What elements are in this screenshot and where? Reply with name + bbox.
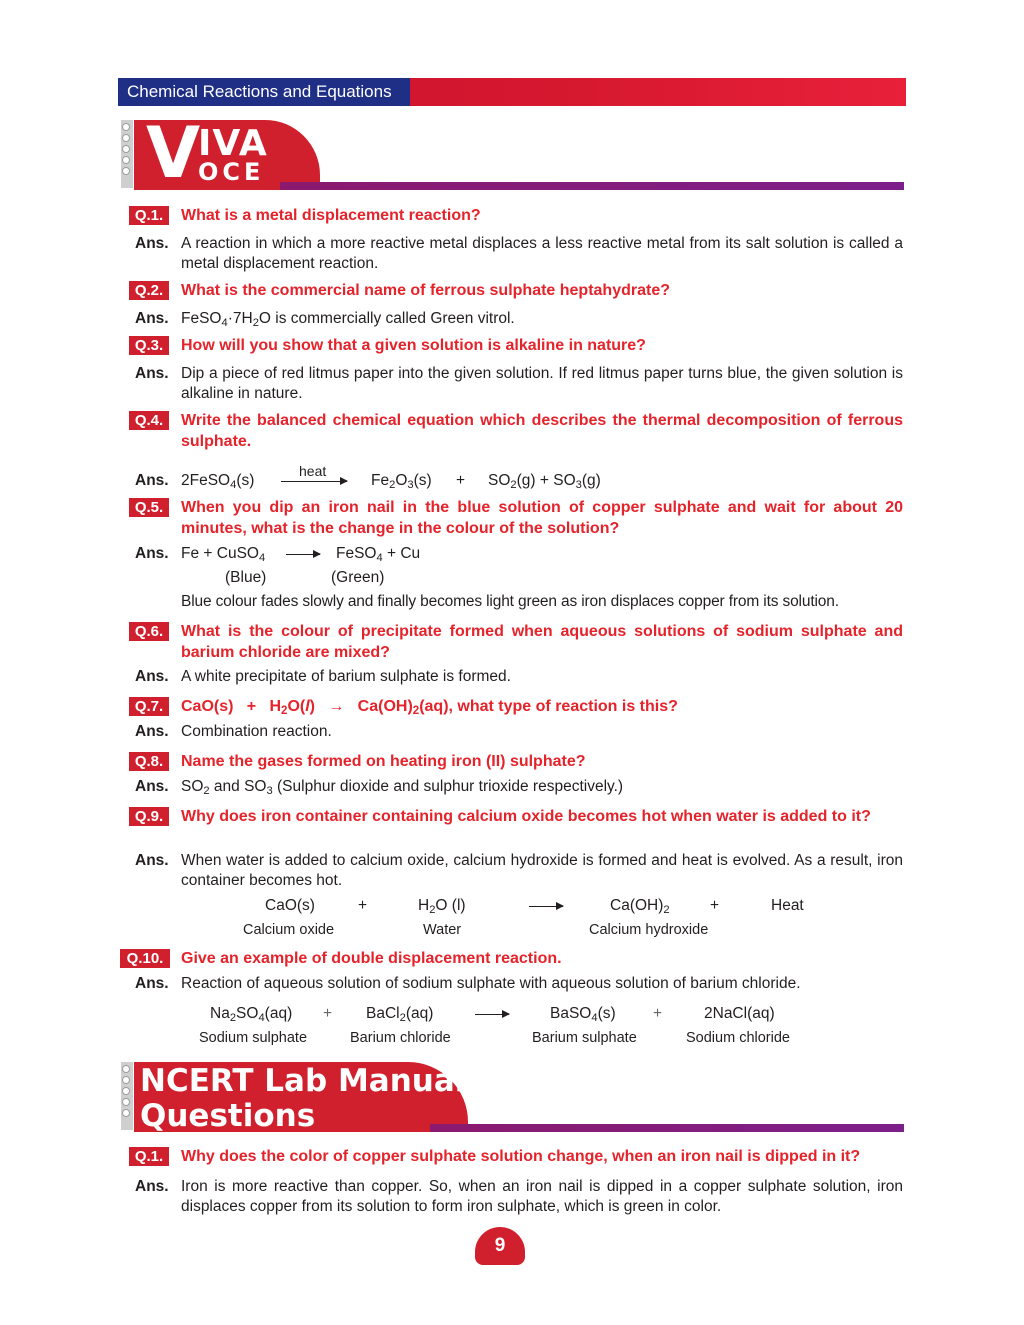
q5-arrow (286, 554, 320, 555)
q9-plus-2: + (710, 897, 720, 914)
q7-answer: Combination reaction. (181, 723, 332, 740)
q3-label: Q.3. (129, 336, 169, 355)
q5-caption-green: (Green) (331, 569, 385, 586)
q1-label: Q.1. (129, 206, 169, 225)
q4-ans-label: Ans. (135, 472, 169, 489)
q1-question: What is a metal displacement reaction? (181, 207, 481, 224)
q6-answer: A white precipitate of barium sulphate is formed. (181, 668, 511, 685)
q9-product: $Ca(OH)_2$ (610, 897, 670, 916)
q4-label: Q.4. (129, 411, 169, 430)
ncert-q1-label: Q.1. (129, 1147, 169, 1166)
q10-ans-label: Ans. (135, 975, 169, 992)
binder-rings (121, 120, 133, 188)
q10-caption-1: Sodium sulphate (199, 1030, 308, 1046)
q4-product-1: $Fe_2O_3(s)$ (371, 472, 432, 491)
q6-question: What is the colour of precipitate formed when aqueous solutions of sodium sulphate and barium chloride are mixed? (181, 623, 903, 661)
q10-answer: Reaction of aqueous solution of sodium sulphate with aqueous solution of barium chloride. (181, 975, 801, 992)
q3-answer: Dip a piece of red litmus paper into the given solution. If red litmus paper turns blue, the given solution is alkaline in nature. (181, 365, 903, 402)
q9-heat: Heat (771, 897, 804, 914)
q7-ans-label: Ans. (135, 723, 169, 740)
q9-ans-label: Ans. (135, 852, 169, 869)
q8-answer: $SO_2$ and $SO_3$ (Sulphur dioxide and sulphur trioxide respectively.) (181, 778, 624, 797)
voce-word: OCE (198, 158, 265, 186)
ncert-title-line-2: Questions (140, 1098, 316, 1134)
q7-label: Q.7. (129, 697, 169, 716)
q9-water: $H_2O$ (l) (418, 897, 466, 916)
q9-caption-water: Water (423, 922, 462, 938)
q10-label: Q.10. (120, 949, 170, 968)
q5-products: FeSO$_4$ + Cu (336, 545, 421, 564)
q9-question: Why does iron container containing calcium oxide becomes hot when water is added to it? (181, 808, 871, 825)
ncert-q1-answer: Iron is more reactive than copper. So, when an iron nail is dipped in a copper sulphate solution, iron displaces copper from its solution to form iron sulphate, which is green in color. (181, 1178, 903, 1215)
q10-baso4: BaSO$_4$(s) (550, 1005, 616, 1024)
q5-answer: Blue colour fades slowly and finally becomes light green as iron displaces copper from its solution. (181, 593, 839, 610)
q2-question: What is the commercial name of ferrous sulphate heptahydrate? (181, 282, 670, 299)
q4-plus: + (456, 472, 466, 489)
q5-caption-blue: (Blue) (225, 569, 267, 586)
q5-label: Q.5. (129, 498, 169, 517)
binder-rings-2 (121, 1062, 133, 1130)
viva-letter-v: V (146, 112, 201, 194)
q8-ans-label: Ans. (135, 778, 169, 795)
q10-plus-2: + (653, 1005, 663, 1022)
banner-rule (280, 182, 904, 190)
q4-heat-label: heat (299, 463, 327, 479)
q2-label: Q.2. (129, 281, 169, 300)
q3-question: How will you show that a given solution is alkaline in nature? (181, 337, 646, 354)
q10-bacl2: BaCl$_2$(aq) (366, 1005, 434, 1024)
q8-question: Name the gases formed on heating iron (II) sulphate? (181, 753, 586, 770)
chapter-header-bar (118, 78, 906, 106)
q7-question: $CaO(s) + H_2O(l) \to Ca(OH)_2(aq)$, what type of reaction is this? (181, 698, 678, 717)
q10-question: Give an example of double displacement reaction. (181, 950, 562, 967)
q9-caption-caoh2: Calcium hydroxide (589, 922, 709, 938)
q4-arrow (281, 481, 347, 482)
q10-plus-1: + (323, 1005, 333, 1022)
q9-caption-cao: Calcium oxide (243, 922, 335, 938)
q10-na2so4: $Na_2SO_4(aq)$ (210, 1005, 293, 1024)
q10-caption-4: Sodium chloride (686, 1030, 790, 1046)
q9-arrow (529, 906, 563, 907)
q9-plus-1: + (358, 897, 368, 914)
viva-word: IVA (198, 123, 268, 164)
q6-label: Q.6. (129, 622, 169, 641)
q1-answer: A reaction in which a more reactive metal displaces a less reactive metal from its salt solution is called a metal displacement reaction. (181, 235, 903, 272)
q9-answer: When water is added to calcium oxide, calcium hydroxide is formed and heat is evolved. As a result, iron container becomes hot. (181, 852, 903, 889)
ncert-title (140, 1064, 465, 1134)
ncert-q1-question: Why does the color of copper sulphate solution change, when an iron nail is dipped in it? (181, 1148, 861, 1165)
ncert-banner-rule (430, 1124, 904, 1132)
q2-ans-label: Ans. (135, 310, 169, 327)
ncert-title-line-1: NCERT Lab Manual (140, 1063, 466, 1099)
q9-cao: CaO(s) (265, 897, 315, 914)
q10-caption-3: Barium sulphate (532, 1030, 637, 1046)
q4-product-2: $SO_2(g) + SO_3(g)$ (488, 472, 601, 491)
q4-question: Write the balanced chemical equation which describes the thermal decomposition of ferrous sulphate. (181, 412, 903, 450)
q10-nacl: 2NaCl(aq) (704, 1005, 775, 1022)
q1-ans-label: Ans. (135, 235, 169, 252)
q9-label: Q.9. (129, 807, 169, 826)
q8-label: Q.8. (129, 752, 169, 771)
q5-ans-label: Ans. (135, 545, 169, 562)
q10-caption-2: Barium chloride (350, 1030, 451, 1046)
q5-reactants: Fe + CuSO$_4$ (181, 545, 266, 564)
q10-arrow (475, 1014, 509, 1015)
chapter-title: Chemical Reactions and Equations (118, 78, 410, 106)
q6-ans-label: Ans. (135, 668, 169, 685)
q2-answer: $FeSO_4\cdot 7H_2O$ is commercially called Green vitrol. (181, 310, 515, 329)
page-number: 9 (475, 1227, 525, 1265)
q4-reactant: 2FeSO$_4$(s) (181, 472, 255, 491)
q3-ans-label: Ans. (135, 365, 169, 382)
q5-question: When you dip an iron nail in the blue solution of copper sulphate and wait for about 20 minutes, what is the change in the colour of the solution? (181, 499, 903, 537)
ncert-q1-ans-label: Ans. (135, 1178, 169, 1195)
